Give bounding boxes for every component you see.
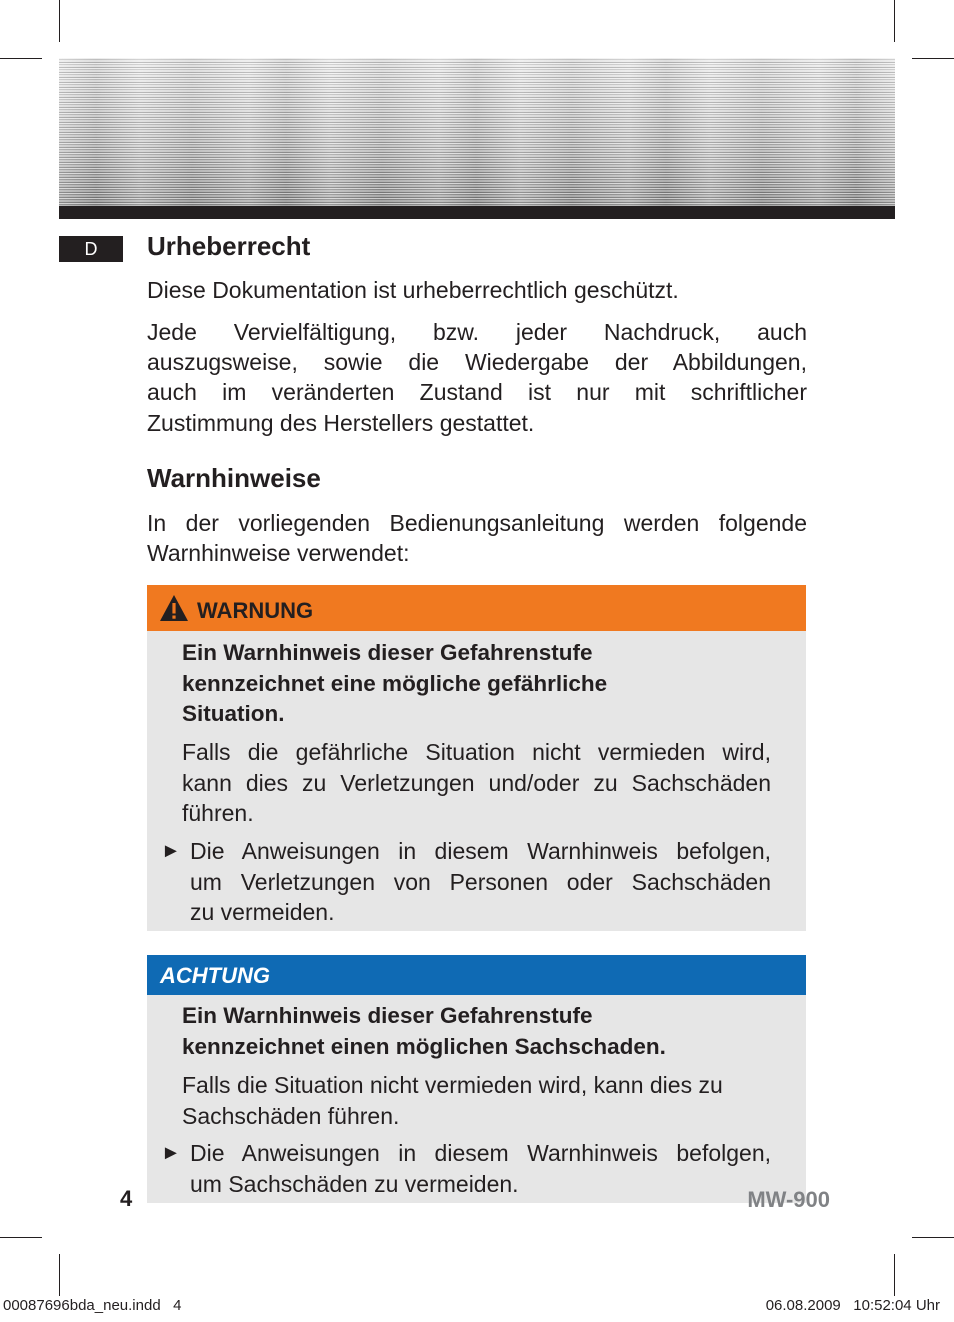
header-rule <box>59 206 895 219</box>
text-line: Diese Dokumentation ist urheberrechtlich geschützt. <box>147 277 679 303</box>
text-line: Zustimmung des Herstellers gestattet. <box>147 409 535 436</box>
crop-mark <box>0 1237 42 1238</box>
crop-mark <box>0 58 42 59</box>
text-line: Ein Warnhinweis dieser Gefahrenstufe <box>182 640 593 665</box>
triangle-bullet-icon: ► <box>161 840 181 862</box>
warning-box <box>147 585 806 931</box>
text-line: auch im veränderten Zustand ist nur mit schriftlicher <box>147 379 807 406</box>
text-line: um Sachschäden zu vermeiden. <box>190 1170 519 1197</box>
text-line: um Verletzungen von Personen oder Sachschäden <box>190 868 771 895</box>
text-line: führen. <box>182 800 254 826</box>
brushed-metal-header <box>59 58 895 206</box>
text-line: In der vorliegenden Bedienungsanleitung werden folgende <box>147 510 807 536</box>
print-slug-file: 00087696bda_neu.indd 4 <box>3 1297 182 1314</box>
crop-mark <box>59 1254 60 1296</box>
crop-mark <box>894 1254 895 1296</box>
page-number: 4 <box>120 1186 133 1211</box>
copyright-paragraph-2 <box>147 317 807 438</box>
print-slug-timestamp: 06.08.2009 10:52:04 Uhr <box>765 1297 940 1314</box>
text-line: auszugsweise, sowie die Wiedergabe der Abbildungen, <box>147 349 807 376</box>
text-line: Jede Vervielfältigung, bzw. jeder Nachdruck, auch <box>147 319 807 345</box>
text-line: Ein Warnhinweis dieser Gefahrenstufe <box>182 1003 593 1028</box>
text-line: Situation. <box>182 701 285 726</box>
bullet-text <box>190 1138 771 1199</box>
warning-box-title: WARNUNG <box>197 598 314 623</box>
caution-box-text <box>182 1070 771 1131</box>
copyright-heading: Urheberrecht <box>147 231 311 261</box>
text-line: Sachschäden führen. <box>182 1102 400 1129</box>
copyright-paragraph-1 <box>147 275 807 305</box>
warnings-heading: Warnhinweise <box>147 463 321 493</box>
language-tab: D <box>59 236 123 262</box>
model-name: MW-900 <box>747 1187 830 1212</box>
text-line: kennzeichnet eine mögliche gefährliche <box>182 670 608 696</box>
crop-mark <box>59 0 60 42</box>
caution-box-title: ACHTUNG <box>160 963 270 988</box>
text-line: Die Anweisungen in diesem Warnhinweis befolgen, <box>190 1140 771 1166</box>
caution-box-header <box>147 955 806 995</box>
caution-box <box>147 955 806 1203</box>
text-line: kann dies zu Verletzungen und/oder zu Sachschäden <box>182 769 771 796</box>
text-line: Warnhinweise verwendet: <box>147 540 410 567</box>
text-line: zu vermeiden. <box>190 899 335 925</box>
crop-mark <box>912 1237 954 1238</box>
warning-box-header <box>147 585 806 631</box>
crop-mark <box>912 58 954 59</box>
bullet-text <box>190 836 771 928</box>
crop-mark <box>894 0 895 42</box>
triangle-bullet-icon: ► <box>161 1142 181 1164</box>
text-line: Falls die Situation nicht vermieden wird, kann dies zu <box>182 1072 723 1098</box>
warning-box-bold-text <box>182 638 772 730</box>
text-line: Falls die gefährliche Situation nicht vermieden wird, <box>182 739 771 765</box>
warning-triangle-icon <box>159 594 189 622</box>
text-line: Die Anweisungen in diesem Warnhinweis befolgen, <box>190 838 771 864</box>
warnings-intro <box>147 508 807 568</box>
caution-box-bold-text <box>182 1001 772 1062</box>
text-line: kennzeichnet einen möglichen Sachschaden. <box>182 1033 666 1059</box>
warning-box-text <box>182 737 771 829</box>
